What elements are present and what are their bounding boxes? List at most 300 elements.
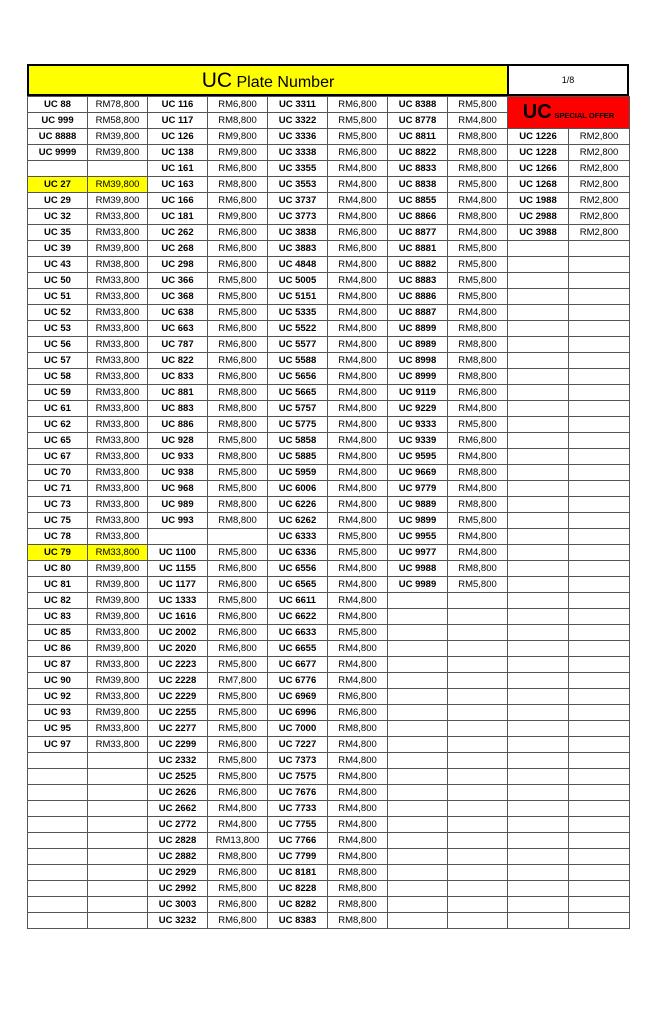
price-cell	[569, 417, 630, 433]
plate-number-cell: UC 6969	[268, 689, 328, 705]
plate-number-cell	[388, 849, 448, 865]
plate-number-cell: UC 2277	[148, 721, 208, 737]
table-row	[28, 737, 630, 753]
plate-number-cell: UC 8778	[388, 113, 448, 129]
price-cell: RM33,800	[88, 273, 148, 289]
price-cell	[569, 769, 630, 785]
price-cell	[448, 609, 508, 625]
price-cell	[448, 785, 508, 801]
plate-number-cell: UC 2255	[148, 705, 208, 721]
plate-number-cell: UC 5151	[268, 289, 328, 305]
price-cell	[569, 481, 630, 497]
plate-number-cell	[508, 257, 569, 273]
table-row	[28, 625, 630, 641]
price-cell	[569, 721, 630, 737]
plate-number-cell	[388, 785, 448, 801]
plate-number-cell: UC 97	[28, 737, 88, 753]
plate-number-cell: UC 8228	[268, 881, 328, 897]
plate-number-cell: UC 82	[28, 593, 88, 609]
special-offer-label: SPECIAL OFFER	[554, 111, 615, 120]
price-cell: RM4,800	[328, 801, 388, 817]
table-row	[28, 673, 630, 689]
plate-number-cell	[508, 865, 569, 881]
price-cell	[88, 785, 148, 801]
price-cell: RM8,800	[208, 385, 268, 401]
price-cell	[569, 529, 630, 545]
price-cell: RM78,800	[88, 97, 148, 113]
plate-number-cell: UC 2626	[148, 785, 208, 801]
price-cell: RM5,800	[208, 481, 268, 497]
price-cell	[88, 753, 148, 769]
plate-number-cell: UC 116	[148, 97, 208, 113]
plate-number-cell	[508, 353, 569, 369]
price-cell	[448, 753, 508, 769]
plate-number-cell: UC 268	[148, 241, 208, 257]
plate-number-cell	[388, 705, 448, 721]
plate-number-cell	[508, 817, 569, 833]
price-cell: RM8,800	[208, 177, 268, 193]
plate-number-cell: UC 5757	[268, 401, 328, 417]
plate-number-cell: UC 86	[28, 641, 88, 657]
price-cell	[569, 673, 630, 689]
price-cell	[448, 721, 508, 737]
plate-number-cell: UC 5959	[268, 465, 328, 481]
table-row	[28, 353, 630, 369]
price-cell: RM33,800	[88, 289, 148, 305]
plate-number-cell: UC 9333	[388, 417, 448, 433]
plate-number-cell	[508, 641, 569, 657]
plate-number-cell: UC 663	[148, 321, 208, 337]
plate-number-cell: UC 2002	[148, 625, 208, 641]
plate-number-cell: UC 787	[148, 337, 208, 353]
price-cell: RM5,800	[208, 705, 268, 721]
price-cell: RM39,800	[88, 593, 148, 609]
price-cell	[569, 609, 630, 625]
price-cell: RM39,800	[88, 129, 148, 145]
price-cell: RM5,800	[208, 753, 268, 769]
price-cell	[569, 817, 630, 833]
plate-number-cell: UC 6006	[268, 481, 328, 497]
plate-number-cell: UC 2882	[148, 849, 208, 865]
plate-number-cell: UC 6565	[268, 577, 328, 593]
plate-number-cell: UC 7373	[268, 753, 328, 769]
plate-number-cell: UC 87	[28, 657, 88, 673]
plate-number-cell: UC 1226	[508, 129, 569, 145]
plate-number-cell: UC 126	[148, 129, 208, 145]
sheet-title	[29, 66, 509, 94]
plate-number-cell: UC 8883	[388, 273, 448, 289]
price-cell: RM4,800	[328, 417, 388, 433]
price-cell: RM8,800	[208, 497, 268, 513]
table-row	[28, 769, 630, 785]
price-cell: RM39,800	[88, 561, 148, 577]
plate-number-cell: UC 8383	[268, 913, 328, 929]
plate-number-cell	[508, 385, 569, 401]
plate-number-cell	[508, 433, 569, 449]
plate-number-cell: UC 62	[28, 417, 88, 433]
price-cell: RM4,800	[328, 433, 388, 449]
table-row	[28, 225, 630, 241]
plate-number-cell	[388, 897, 448, 913]
plate-number-cell: UC 8866	[388, 209, 448, 225]
plate-number-cell	[28, 897, 88, 913]
price-cell: RM4,800	[328, 289, 388, 305]
plate-number-cell: UC 368	[148, 289, 208, 305]
price-cell: RM4,800	[328, 401, 388, 417]
price-cell: RM8,800	[328, 721, 388, 737]
plate-number-cell	[508, 769, 569, 785]
plate-number-cell	[508, 625, 569, 641]
plate-number-cell: UC 298	[148, 257, 208, 273]
plate-number-cell: UC 9989	[388, 577, 448, 593]
plate-number-cell: UC 1333	[148, 593, 208, 609]
plate-number-cell: UC 989	[148, 497, 208, 513]
price-cell	[448, 849, 508, 865]
price-cell: RM4,800	[448, 401, 508, 417]
price-cell	[88, 913, 148, 929]
plate-number-cell	[508, 529, 569, 545]
price-cell: RM6,800	[448, 433, 508, 449]
plate-number-cell: UC 5588	[268, 353, 328, 369]
table-row	[28, 369, 630, 385]
price-cell	[208, 529, 268, 545]
price-cell: RM4,800	[328, 737, 388, 753]
price-cell: RM4,800	[328, 641, 388, 657]
plate-number-cell: UC 56	[28, 337, 88, 353]
price-cell: RM8,800	[448, 353, 508, 369]
plate-number-cell: UC 67	[28, 449, 88, 465]
plate-number-cell: UC 8882	[388, 257, 448, 273]
price-cell	[569, 737, 630, 753]
price-cell: RM4,800	[328, 561, 388, 577]
plate-number-cell: UC 9955	[388, 529, 448, 545]
price-cell: RM8,800	[208, 513, 268, 529]
price-cell: RM33,800	[88, 209, 148, 225]
plate-number-cell: UC 3883	[268, 241, 328, 257]
plate-number-cell	[508, 513, 569, 529]
price-cell: RM4,800	[208, 817, 268, 833]
plate-number-cell: UC 35	[28, 225, 88, 241]
price-cell: RM39,800	[88, 609, 148, 625]
price-cell	[448, 657, 508, 673]
plate-number-cell	[508, 657, 569, 673]
plate-number-cell: UC 883	[148, 401, 208, 417]
table-row	[28, 657, 630, 673]
price-cell: RM6,800	[208, 897, 268, 913]
plate-number-cell: UC 2662	[148, 801, 208, 817]
table-row	[28, 801, 630, 817]
plate-number-cell: UC 2988	[508, 209, 569, 225]
table-row	[28, 433, 630, 449]
price-cell	[569, 433, 630, 449]
plate-number-cell	[388, 721, 448, 737]
price-cell	[569, 833, 630, 849]
price-cell: RM5,800	[448, 177, 508, 193]
plate-number-cell: UC 166	[148, 193, 208, 209]
price-cell: RM33,800	[88, 657, 148, 673]
price-cell: RM33,800	[88, 369, 148, 385]
price-cell: RM6,800	[208, 97, 268, 113]
plate-number-cell	[508, 737, 569, 753]
plate-number-cell: UC 7000	[268, 721, 328, 737]
price-cell: RM4,800	[448, 193, 508, 209]
price-cell	[448, 833, 508, 849]
price-cell: RM5,800	[328, 113, 388, 129]
plate-number-cell	[28, 753, 88, 769]
price-cell: RM39,800	[88, 241, 148, 257]
price-cell: RM4,800	[328, 385, 388, 401]
price-cell	[569, 641, 630, 657]
price-cell: RM33,800	[88, 449, 148, 465]
price-cell: RM4,800	[328, 481, 388, 497]
plate-number-cell: UC 95	[28, 721, 88, 737]
price-cell	[448, 865, 508, 881]
plate-number-cell: UC 3003	[148, 897, 208, 913]
table-row	[28, 321, 630, 337]
price-cell	[88, 833, 148, 849]
plate-number-cell: UC 2229	[148, 689, 208, 705]
price-cell	[569, 881, 630, 897]
price-cell: RM33,800	[88, 321, 148, 337]
table-row	[28, 849, 630, 865]
price-cell: RM5,800	[208, 433, 268, 449]
table-row	[28, 273, 630, 289]
plate-number-cell: UC 78	[28, 529, 88, 545]
price-cell: RM6,800	[328, 145, 388, 161]
table-row	[28, 561, 630, 577]
price-cell: RM5,800	[448, 257, 508, 273]
plate-number-cell	[508, 705, 569, 721]
table-row	[28, 689, 630, 705]
price-cell: RM33,800	[88, 225, 148, 241]
plate-number-cell	[508, 849, 569, 865]
price-cell: RM8,800	[448, 129, 508, 145]
plate-number-cell: UC 59	[28, 385, 88, 401]
plate-number-cell: UC 8886	[388, 289, 448, 305]
plate-number-cell: UC 6655	[268, 641, 328, 657]
price-cell: RM39,800	[88, 705, 148, 721]
plate-number-cell	[508, 593, 569, 609]
price-cell: RM5,800	[208, 721, 268, 737]
price-cell: RM33,800	[88, 625, 148, 641]
price-cell	[569, 865, 630, 881]
table-row	[28, 129, 630, 145]
table-row	[28, 593, 630, 609]
price-cell	[569, 689, 630, 705]
plate-number-cell: UC 5885	[268, 449, 328, 465]
plate-number-cell: UC 1100	[148, 545, 208, 561]
plate-number-cell: UC 9669	[388, 465, 448, 481]
price-cell: RM4,800	[328, 161, 388, 177]
plate-number-cell: UC 52	[28, 305, 88, 321]
plate-number-cell: UC 8877	[388, 225, 448, 241]
price-cell	[569, 785, 630, 801]
plate-number-cell: UC 5775	[268, 417, 328, 433]
price-cell	[569, 561, 630, 577]
price-cell: RM33,800	[88, 481, 148, 497]
price-cell: RM8,800	[448, 369, 508, 385]
price-cell: RM4,800	[448, 481, 508, 497]
plate-number-cell	[388, 737, 448, 753]
plate-number-cell: UC 2929	[148, 865, 208, 881]
plate-table	[27, 96, 630, 929]
price-cell: RM6,800	[208, 193, 268, 209]
plate-number-cell	[28, 785, 88, 801]
price-cell: RM6,800	[448, 385, 508, 401]
price-cell: RM33,800	[88, 305, 148, 321]
price-cell	[448, 705, 508, 721]
title-plate-number: Plate Number	[236, 74, 335, 91]
price-cell: RM6,800	[328, 689, 388, 705]
price-cell	[569, 705, 630, 721]
price-cell: RM6,800	[208, 241, 268, 257]
plate-number-cell: UC 8811	[388, 129, 448, 145]
plate-number-cell: UC 9779	[388, 481, 448, 497]
price-cell: RM5,800	[208, 689, 268, 705]
price-cell	[569, 593, 630, 609]
plate-number-cell	[508, 561, 569, 577]
price-cell	[448, 801, 508, 817]
price-cell: RM8,800	[208, 401, 268, 417]
price-cell: RM9,800	[208, 209, 268, 225]
price-cell: RM4,800	[448, 545, 508, 561]
price-cell: RM4,800	[208, 801, 268, 817]
price-cell: RM5,800	[208, 305, 268, 321]
plate-number-cell: UC 3553	[268, 177, 328, 193]
price-cell: RM6,800	[208, 353, 268, 369]
price-cell: RM4,800	[448, 305, 508, 321]
price-cell	[569, 753, 630, 769]
price-cell: RM4,800	[328, 657, 388, 673]
plate-number-cell	[508, 465, 569, 481]
plate-number-cell: UC 262	[148, 225, 208, 241]
price-cell	[569, 321, 630, 337]
price-cell: RM33,800	[88, 529, 148, 545]
price-cell: RM39,800	[88, 193, 148, 209]
plate-number-cell: UC 833	[148, 369, 208, 385]
plate-number-cell: UC 85	[28, 625, 88, 641]
price-cell: RM5,800	[208, 769, 268, 785]
plate-number-cell	[28, 865, 88, 881]
plate-number-cell: UC 73	[28, 497, 88, 513]
plate-number-cell: UC 9889	[388, 497, 448, 513]
price-cell: RM8,800	[448, 497, 508, 513]
plate-number-cell	[28, 881, 88, 897]
price-cell	[448, 641, 508, 657]
plate-number-cell: UC 3338	[268, 145, 328, 161]
price-cell: RM2,800	[569, 129, 630, 145]
price-cell: RM2,800	[569, 209, 630, 225]
price-cell: RM58,800	[88, 113, 148, 129]
price-cell	[569, 545, 630, 561]
plate-number-cell	[508, 897, 569, 913]
table-row	[28, 817, 630, 833]
price-cell	[569, 385, 630, 401]
plate-number-cell: UC 366	[148, 273, 208, 289]
plate-number-cell: UC 2223	[148, 657, 208, 673]
plate-number-cell: UC 3232	[148, 913, 208, 929]
plate-number-cell: UC 8989	[388, 337, 448, 353]
price-cell	[88, 161, 148, 177]
plate-number-cell: UC 1177	[148, 577, 208, 593]
title-uc: UC	[201, 69, 233, 92]
plate-number-cell	[508, 305, 569, 321]
plate-number-cell	[508, 753, 569, 769]
table-row	[28, 913, 630, 929]
table-row	[28, 481, 630, 497]
plate-number-cell: UC 51	[28, 289, 88, 305]
price-cell	[88, 801, 148, 817]
plate-number-cell: UC 968	[148, 481, 208, 497]
plate-number-cell	[28, 769, 88, 785]
plate-number-cell: UC 6776	[268, 673, 328, 689]
price-cell: RM6,800	[208, 625, 268, 641]
plate-number-cell: UC 61	[28, 401, 88, 417]
plate-number-cell: UC 58	[28, 369, 88, 385]
price-cell: RM9,800	[208, 145, 268, 161]
table-row	[28, 145, 630, 161]
price-cell	[88, 849, 148, 865]
plate-number-cell	[508, 273, 569, 289]
price-cell: RM5,800	[448, 289, 508, 305]
plate-number-cell	[508, 609, 569, 625]
price-cell: RM6,800	[208, 321, 268, 337]
table-row	[28, 401, 630, 417]
plate-number-cell: UC 7575	[268, 769, 328, 785]
plate-number-cell: UC 1155	[148, 561, 208, 577]
price-cell: RM4,800	[328, 337, 388, 353]
plate-number-cell	[148, 529, 208, 545]
plate-number-cell: UC 5577	[268, 337, 328, 353]
price-cell: RM6,800	[208, 737, 268, 753]
price-cell: RM39,800	[88, 673, 148, 689]
price-cell: RM39,800	[88, 577, 148, 593]
price-cell: RM5,800	[328, 625, 388, 641]
price-cell: RM6,800	[208, 369, 268, 385]
price-sheet	[27, 64, 629, 929]
plate-number-cell: UC 7227	[268, 737, 328, 753]
plate-number-cell: UC 3737	[268, 193, 328, 209]
plate-number-cell	[508, 241, 569, 257]
plate-number-cell: UC 2332	[148, 753, 208, 769]
price-cell: RM4,800	[448, 113, 508, 129]
price-cell: RM7,800	[208, 673, 268, 689]
plate-number-cell: UC 999	[28, 113, 88, 129]
plate-number-cell	[388, 801, 448, 817]
plate-number-cell: UC 138	[148, 145, 208, 161]
plate-number-cell: UC 181	[148, 209, 208, 225]
table-row	[28, 609, 630, 625]
price-cell	[569, 657, 630, 673]
plate-number-cell: UC 881	[148, 385, 208, 401]
price-cell: RM4,800	[328, 753, 388, 769]
price-cell	[569, 369, 630, 385]
plate-number-cell: UC 43	[28, 257, 88, 273]
table-row	[28, 337, 630, 353]
plate-number-cell: UC 9595	[388, 449, 448, 465]
special-offer-uc: UC	[522, 101, 552, 123]
price-cell: RM8,800	[328, 897, 388, 913]
plate-number-cell: UC 8282	[268, 897, 328, 913]
plate-number-cell: UC 117	[148, 113, 208, 129]
price-cell	[569, 913, 630, 929]
price-cell	[448, 689, 508, 705]
table-row	[28, 497, 630, 513]
plate-number-cell: UC 39	[28, 241, 88, 257]
plate-number-cell: UC 1988	[508, 193, 569, 209]
price-cell: RM5,800	[448, 241, 508, 257]
price-cell: RM2,800	[569, 161, 630, 177]
